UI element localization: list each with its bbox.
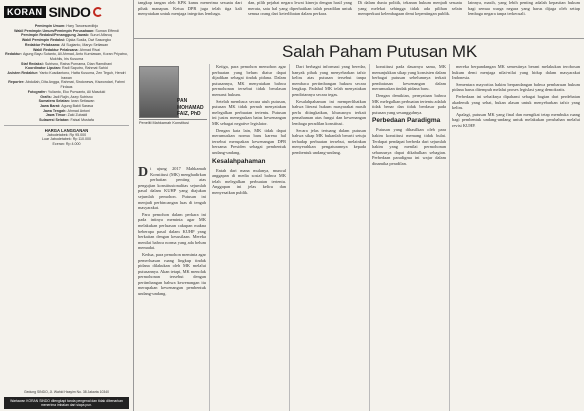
staff-role: Grafis: bbox=[40, 94, 53, 99]
article-paragraph: Sementara mayoritas hakim berpandangan bahwa pembaruan hukum pidana harus ditempuh melalui proses legislasi yang demokratis. bbox=[452, 81, 580, 93]
staff-entry bbox=[4, 80, 129, 89]
section-divider bbox=[134, 38, 584, 39]
article-paragraph: Secara jelas tertuang dalam putusan bahwa sikap MK bukanlah berarti setuju terhadap perbuatan tersebut, melainkan menyerahkan pengaturannya kepada pembentuk undang-undang. bbox=[292, 127, 366, 155]
article-column-5 bbox=[452, 64, 580, 411]
price-entry: Eceran: Rp 4.000 bbox=[52, 142, 81, 147]
article-paragraph: Entah dari mana mulanya, muncul anggapan di media sosial bahwa MK telah melegalkan perbuatan tertentu. Anggapan ini jelas keliru dan menyesatkan publik. bbox=[212, 167, 286, 195]
price-entry: Jabodetabek: Rp 95.000 bbox=[46, 132, 87, 137]
staff-entry bbox=[4, 118, 129, 123]
logo-name: SINDO bbox=[48, 4, 91, 20]
address: Gedung SINDO, Jl. Wahid Hasyim No. 38 Jakarta 10340 bbox=[23, 390, 110, 395]
article-subheading: Kesalahpahaman bbox=[212, 157, 266, 165]
top-column-4: lainnya, masih, yang lebih penting adalah kepastian hukum bagi semua warga negara yang harus dijaga oleh setiap lembaga negara tanpa terkecuali. bbox=[468, 0, 580, 17]
article-paragraph: Di ujung 2017 Mahkamah Konstitusi (MK) menghadirkan perhatian penting atas pengujian konstitusionalitas sejumlah pasal dalam KUHP yang diajukan sejumlah pemohon. Putusan ini menjadi perbincangan luas di tengah masyarakat. bbox=[138, 166, 206, 211]
author-photo bbox=[139, 66, 179, 118]
staff-role: Pemimpin Umum: bbox=[34, 24, 67, 28]
staff-name: Faisal Mustafa bbox=[70, 118, 94, 123]
price-entry: Luar Jabodetabek: Rp 110.000 bbox=[41, 137, 92, 142]
staff-role: Sulawesi Selatan: bbox=[39, 118, 71, 123]
koran-sindo-logo bbox=[4, 4, 129, 20]
price-title: HARGA LANGGANAN bbox=[44, 127, 89, 133]
staff-name: Yulianto, Eko Purwanto, Ali Masduki bbox=[47, 89, 106, 94]
staff-name: Yanto Kusdiantono, Hatta Kusuma, Zen Teguh, Hendri Irawan bbox=[39, 71, 126, 80]
staff-name: Djaka Susila, Dwi Sasongko bbox=[66, 38, 112, 43]
staff-role: Asisten Redaktur: bbox=[7, 71, 40, 76]
staff-name: Suman Effendi bbox=[95, 28, 119, 33]
staff-role: Fotografer: bbox=[27, 89, 48, 94]
price-list bbox=[4, 133, 129, 147]
article-paragraph: Kedua, para pemohon meminta agar pemerluasan ruang lingkup tindak pidana dilakukan oleh MK melalui putusannya. Akan tetapi, MK menolak permohonan tersebut dengan pertimbangan bahwa kewenangan itu merupakan kewenangan pembentuk undang-undang. bbox=[138, 251, 206, 297]
article-paragraph: Putusan yang dihasilkan oleh para hakim konstitusi memang tidak bulat. Terdapat pendapat berbeda dari sejumlah hakim yang menilai permohonan seharusnya dapat dikabulkan sebagian. Perbedaan paradigma ini wajar dalam dinamika peradilan. bbox=[372, 127, 446, 166]
article-paragraph: Kesalahpahaman ini memperlihatkan bahwa literasi hukum masyarakat masih perlu ditingkatkan, khususnya terkait pemahaman atas fungsi dan kewenangan lembaga peradilan konstitusi. bbox=[292, 98, 366, 126]
staff-role: Pemimpin Redaksi/Penanggung Jawab: bbox=[21, 33, 91, 38]
staff-entry bbox=[4, 71, 129, 80]
article-subheading: Perbedaan Paradigma bbox=[372, 117, 441, 125]
masthead-footer bbox=[4, 390, 129, 409]
article-column-2 bbox=[212, 64, 286, 411]
staff-role: Jawa Timur: bbox=[45, 113, 68, 118]
staff-role: Staf Redaksi: bbox=[21, 61, 45, 66]
divider bbox=[4, 125, 129, 126]
staff-role: Jawa Tengah: bbox=[43, 108, 68, 113]
column-rule bbox=[289, 64, 290, 411]
column-rule bbox=[449, 64, 450, 411]
article-paragraph: Para pemohon dalam perkara ini pada intinya meminta agar MK melakukan perluasan cakupan makna beberapa pasal dalam KUHP yang berkaitan dengan kesusilaan. Mereka menilai bahwa norma yang ada belum memadai. bbox=[138, 211, 206, 251]
footer-note: Wartawan KORAN SINDO dilengkapi tanda pengenal dan tidak dibenarkan menerima imbalan dari siapa pun. bbox=[4, 397, 129, 409]
staff-name: Sururi Alfaruq bbox=[90, 33, 112, 38]
staff-name: Abdullah, Dita Angga, Rahmat, Sindonews, Kiswondari, Fahmi Firdaus bbox=[25, 80, 125, 90]
article-paragraph: Ketiga, para pemohon memohon agar perbuatan yang belum diatur dapat dijadikan sebagai tindak pidana. Dalam putusannya, MK menyatakan bahwa permohonan tersebut tidak beralasan menurut hukum. bbox=[212, 64, 286, 97]
staff-name: Jadi Rajin, Asep Sutrisno bbox=[52, 94, 93, 99]
staff-name: Sutrisno, Ratna Purnama, Dian Ramdhani bbox=[44, 61, 112, 66]
author-title: Peneliti Mahkamah Konstitusi bbox=[139, 121, 189, 125]
top-column-1: tangkap tangan oleh KPK kamu menerima sesuatu dari pihak manapun. Ketua DPR juga telah tiga kali menyatakan untuk menjaga integritas lembaga. bbox=[138, 0, 242, 17]
staff-role: Redaktur: bbox=[5, 52, 23, 57]
staff-name: Hary Tanoesoedibjo bbox=[66, 24, 99, 28]
article-column-3 bbox=[292, 64, 366, 411]
staff-name: Iwan Setiawan bbox=[70, 99, 95, 104]
staff-role: Wakil Pemimpin Umum/Pemimpin Perusahaan: bbox=[14, 28, 96, 33]
staff-name: Zaki Zubaidi bbox=[67, 113, 88, 118]
column-rule bbox=[209, 64, 210, 411]
staff-role: Redaktur Pelaksana: bbox=[24, 42, 62, 47]
staff-name: Ali Sugianto, Maryo Setiawan bbox=[61, 42, 109, 47]
staff-name: Ahmad Rivai bbox=[79, 47, 100, 52]
staff-name: Ahmad Antoni bbox=[67, 108, 90, 113]
article-column-4 bbox=[372, 64, 446, 411]
column-rule bbox=[369, 64, 370, 411]
author-name: PAN MOHAMAD FAIZ, PhD bbox=[177, 98, 204, 117]
top-column-3: Di dalam dunia politik, tekanan hukum menjadi sesuatu yang melekat sehingga tidak ada pilihan selain memperkuat kelembagaan demi kepentingan publik. bbox=[358, 0, 462, 17]
staff-role: Koordinator Liputan: bbox=[25, 66, 62, 71]
swoosh-icon bbox=[93, 7, 103, 17]
staff-entry bbox=[4, 52, 129, 61]
author-divider bbox=[139, 119, 207, 120]
article-paragraph: mereka berpandangan MK semestinya berani melakukan terobosan hukum demi menjaga nilai-nilai yang hidup dalam masyarakat Indonesia. bbox=[452, 64, 580, 81]
article-paragraph: Apalagi, putusan MK yang final dan mengikat tetap membuka ruang bagi pembentuk undang-undang untuk melakukan perubahan melalui revisi KUHP. bbox=[452, 111, 580, 128]
article-paragraph: konstitusi pada dasarnya sama, MK menunjukkan sikap yang konsisten dalam berbagai putusan sebelumnya terkait pembatasan kewenangan dalam merumuskan tindak pidana baru. bbox=[372, 64, 446, 92]
article-column-1 bbox=[138, 166, 206, 411]
article-paragraph: Dengan kata lain, MK tidak dapat merumuskan norma baru karena hal tersebut merupakan kewenangan DPR bersama Presiden sebagai pembentuk undang-undang. bbox=[212, 127, 286, 155]
article-paragraph: Perbedaan ini sebaiknya dipahami sebagai bagian dari perdebatan akademik yang sehat, bukan alasan untuk menyebarkan tafsir yang keliru. bbox=[452, 93, 580, 111]
article-headline: Salah Paham Putusan MK bbox=[282, 42, 477, 61]
staff-role: Sumatera Selatan: bbox=[38, 99, 71, 104]
staff-role: Wakil Pemimpin Redaksi: bbox=[21, 38, 67, 43]
staff-name: Agung Bakti Sarasa bbox=[61, 103, 93, 108]
top-column-2: dan, pilih pejabat negara lewat kinerja dengan hasil yang merata, satu hal yang diperhatikan ialah peradilan untuk semua orang dari keterlibatan dalam perkara. bbox=[248, 0, 352, 17]
staff-name: Radi Saputro, Rahmat Sahid bbox=[61, 66, 108, 71]
article-paragraph: Setelah membaca secara utuh putusan, putusan MK tidak pernah menyatakan melegalkan perbuatan tertentu. Putusan ini justru menegaskan batas kewenangan MK sebagai negative legislator. bbox=[212, 98, 286, 126]
article-paragraph: Dengan demikian, pernyataan bahwa MK melegalkan perbuatan tertentu adalah tidak benar dan tidak berdasar pada putusan yang sesungguhnya. bbox=[372, 92, 446, 115]
staff-role: Reporter: bbox=[8, 80, 26, 85]
author-box bbox=[137, 64, 207, 162]
staff-list bbox=[4, 24, 129, 123]
staff-role: Jawa Barat: bbox=[40, 103, 62, 108]
article-paragraph: Dari berbagai informasi yang beredar, banyak pihak yang menyebarkan tafsir keliru atas putusan tersebut tanpa membaca pertimbangan hukum secara lengkap. Padahal MK telah menyatakan pendiriannya secara tegas. bbox=[292, 64, 366, 97]
logo-box: KORAN bbox=[4, 6, 46, 18]
dropcap: D bbox=[138, 166, 149, 180]
staff-name: Agung Bayu Sutanto, Ali Ahmad, Anto Kurniawan, Koran Priyatno, Mukhlis, Iris Kusuma bbox=[22, 52, 128, 61]
masthead-column bbox=[0, 0, 134, 411]
staff-role: Wakil Redaktur Pelaksana: bbox=[33, 47, 80, 52]
